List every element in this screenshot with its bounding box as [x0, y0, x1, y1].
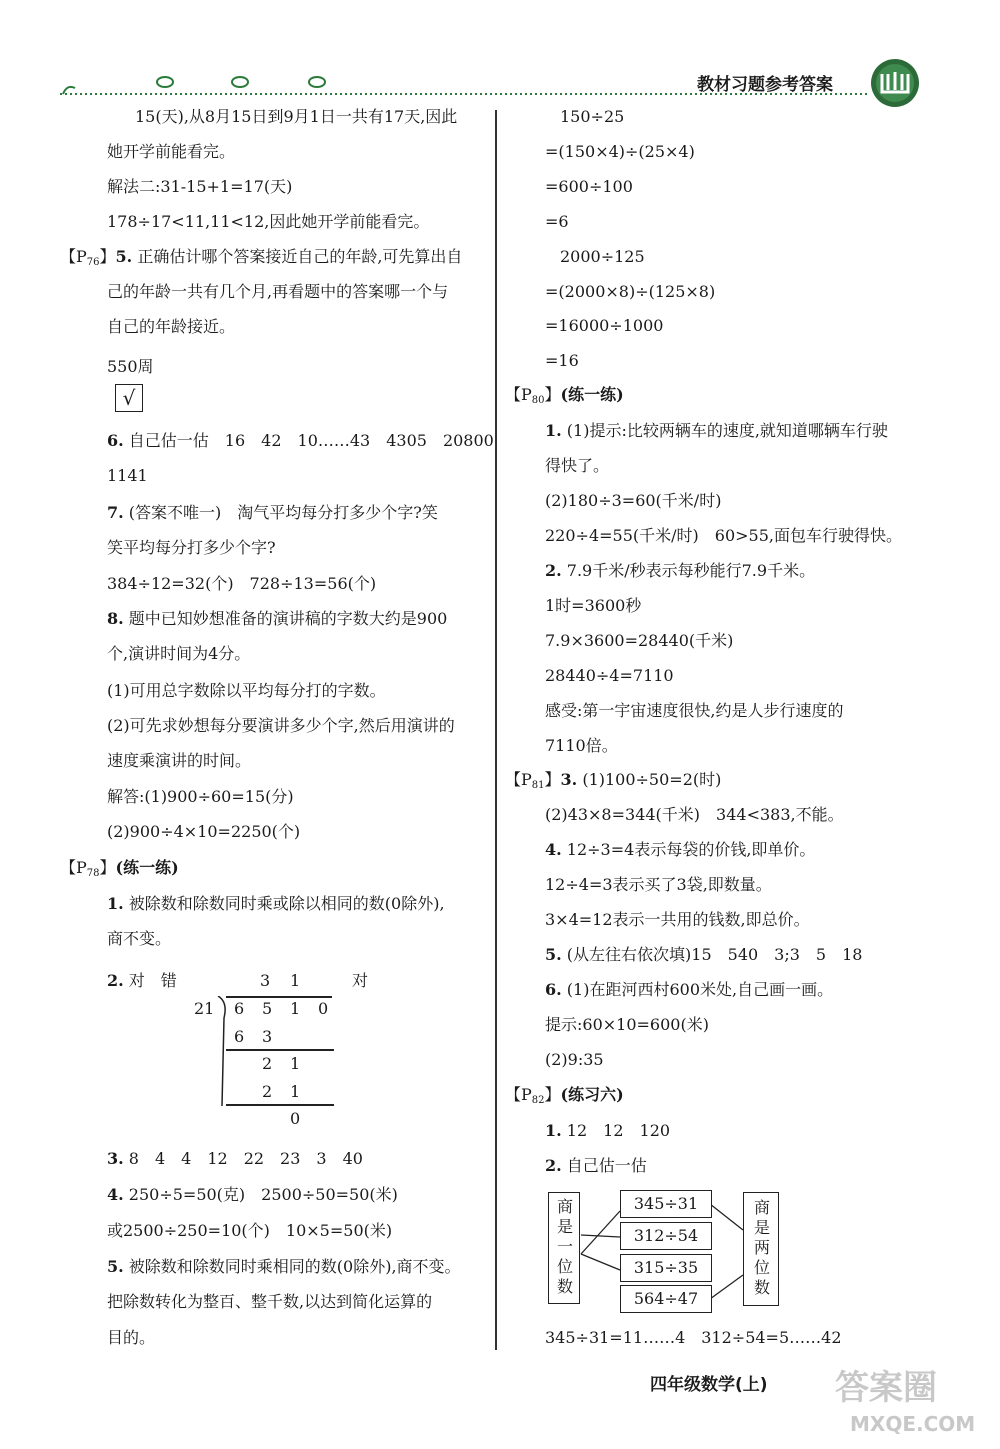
- text-line: =600÷100: [545, 177, 633, 196]
- text-line: 目的。: [107, 1328, 156, 1347]
- text-line: 12÷4=3表示买了3袋,即数量。: [545, 875, 772, 894]
- page-ref: 【$P_{80}$】(练一练): [505, 385, 624, 406]
- text-line: (1)可用总字数除以平均每分打的字数。: [107, 681, 386, 700]
- text-line: 150÷25: [560, 107, 625, 126]
- watermark-text: 答案圈: [835, 1368, 937, 1408]
- page-ref: 【$P_{82}$】(练习六): [505, 1085, 624, 1106]
- text-line: =6: [545, 212, 569, 231]
- expression-box: 312÷54: [620, 1222, 712, 1250]
- answer-1: 1. 被除数和除数同时乘或除以相同的数(0除外),: [107, 894, 445, 913]
- answer-1: 1. (1)提示:比较两辆车的速度,就知道哪辆车行驶: [545, 421, 888, 440]
- text-line: 个,演讲时间为4分。: [107, 644, 251, 663]
- text-line: 178÷17<11,11<12,因此她开学前能看完。: [107, 212, 430, 231]
- text-line: 对: [352, 971, 369, 990]
- div-digit: 6: [234, 1027, 245, 1046]
- divisor: 21: [194, 999, 215, 1018]
- page-ref: 【$P_{78}$】(练一练): [60, 858, 179, 879]
- text-line: 7.9×3600=28440(千米): [545, 631, 734, 650]
- text-line: 7110倍。: [545, 736, 618, 755]
- answer-3: 3. 8 4 4 12 22 23 3 40: [107, 1149, 363, 1168]
- text-line: 或2500÷250=10(个) 10×5=50(米): [107, 1221, 393, 1240]
- text-line: 28440÷4=7110: [545, 666, 674, 685]
- div-digit: 2: [262, 1054, 273, 1073]
- text-line: 笑平均每分打多少个字?: [107, 538, 276, 557]
- div-digit: 1: [290, 971, 301, 990]
- text-line: (2)可先求妙想每分要演讲多少个字,然后用演讲的: [107, 716, 455, 735]
- text-line: 速度乘演讲的时间。: [107, 751, 252, 770]
- text-line: (2)900÷4×10=2250(个): [107, 822, 301, 841]
- answer-8: 8. 题中已知妙想准备的演讲稿的字数大约是900: [107, 609, 448, 628]
- div-line: [226, 1049, 334, 1051]
- div-digit: 1: [290, 1082, 301, 1101]
- div-digit: 2: [262, 1082, 273, 1101]
- text-line: 自己的年龄接近。: [107, 317, 236, 336]
- page-ref: 【$P_{81}$】3. (1)100÷50=2(时): [505, 770, 722, 791]
- text-line: 商不变。: [107, 929, 172, 948]
- answer-4: 4. 250÷5=50(克) 2500÷50=50(米): [107, 1185, 398, 1204]
- column-divider: [495, 110, 497, 1350]
- text-line: 2000÷125: [560, 247, 645, 266]
- logo-icon: [868, 56, 922, 110]
- text-line: 384÷12=32(个) 728÷13=56(个): [107, 574, 377, 593]
- text-line: 得快了。: [545, 456, 610, 475]
- div-digit: 3: [260, 971, 271, 990]
- watermark-url: MXQE.COM: [850, 1412, 976, 1436]
- div-digit: 0: [290, 1109, 301, 1128]
- header-title: 教材习题参考答案: [697, 75, 833, 95]
- text-line: =16000÷1000: [545, 316, 664, 335]
- text-line: 提示:60×10=600(米): [545, 1015, 709, 1034]
- expression-box: 315÷35: [620, 1254, 712, 1282]
- right-category-box: 商是两位数: [743, 1192, 779, 1306]
- text-line: =(2000×8)÷(125×8): [545, 282, 716, 301]
- answer-1: 1. 12 12 120: [545, 1121, 671, 1140]
- answer-6: 6. 自己估一估 16 42 10……43 4305 20800: [107, 431, 494, 450]
- left-category-box: 商是一位数: [548, 1192, 580, 1304]
- div-digit: 6: [234, 999, 245, 1018]
- text-line: (2)43×8=344(千米) 344<383,不能。: [545, 805, 844, 824]
- text-line: (2)9:35: [545, 1050, 604, 1069]
- div-digit: 3: [262, 1027, 273, 1046]
- answer-5: 5. (从左往右依次填)15 540 3;3 5 18: [545, 945, 863, 964]
- page-ref: 【$P_{76}$】5. 正确估计哪个答案接近自己的年龄,可先算出自: [60, 247, 463, 268]
- text-line: 感受:第一宇宙速度很快,约是人步行速度的: [545, 701, 844, 720]
- answer-5: 5. 被除数和除数同时乘相同的数(0除外),商不变。: [107, 1257, 461, 1276]
- text-line: 她开学前能看完。: [107, 142, 236, 161]
- check-mark-box: √: [115, 384, 143, 412]
- expression-box: 345÷31: [620, 1190, 712, 1218]
- text-line: (2)180÷3=60(千米/时): [545, 491, 722, 510]
- text-line: 15(天),从8月15日到9月1日一共有17天,因此: [135, 107, 458, 126]
- expression-box: 564÷47: [620, 1285, 712, 1313]
- answer-2: 2. 对 错: [107, 971, 177, 990]
- text-line: 把除数转化为整百、整千数,以达到简化运算的: [107, 1292, 433, 1311]
- text-line: 解法二:31-15+1=17(天): [107, 177, 293, 196]
- div-line: [226, 1104, 334, 1106]
- text-line: =(150×4)÷(25×4): [545, 142, 695, 161]
- div-digit: 1: [290, 999, 301, 1018]
- text-line: 1时=3600秒: [545, 596, 642, 615]
- text-line: 550周: [107, 357, 154, 376]
- div-digit: 0: [318, 999, 329, 1018]
- answer-7: 7. (答案不唯一) 淘气平均每分打多少个字?笑: [107, 503, 438, 522]
- text-line: 220÷4=55(千米/时) 60>55,面包车行驶得快。: [545, 526, 902, 545]
- text-line: 1141: [107, 466, 148, 485]
- answer-2: 2. 自己估一估: [545, 1156, 647, 1175]
- text-line: 3×4=12表示一共用的钱数,即总价。: [545, 910, 810, 929]
- div-digit: 5: [262, 999, 273, 1018]
- answer-4: 4. 12÷3=4表示每袋的价钱,即单价。: [545, 840, 816, 859]
- text-line: =16: [545, 351, 579, 370]
- div-bracket: [216, 996, 232, 1106]
- footer-grade-title: 四年级数学(上): [650, 1375, 768, 1395]
- text-line: 解答:(1)900÷60=15(分): [107, 787, 294, 806]
- answer-2: 2. 7.9千米/秒表示每秒能行7.9千米。: [545, 561, 816, 580]
- div-digit: 1: [290, 1054, 301, 1073]
- text-line: 己的年龄一共有几个月,再看题中的答案哪一个与: [107, 282, 449, 301]
- text-line: 345÷31=11……4 312÷54=5……42: [545, 1328, 842, 1347]
- answer-6: 6. (1)在距河西村600米处,自己画一画。: [545, 980, 834, 999]
